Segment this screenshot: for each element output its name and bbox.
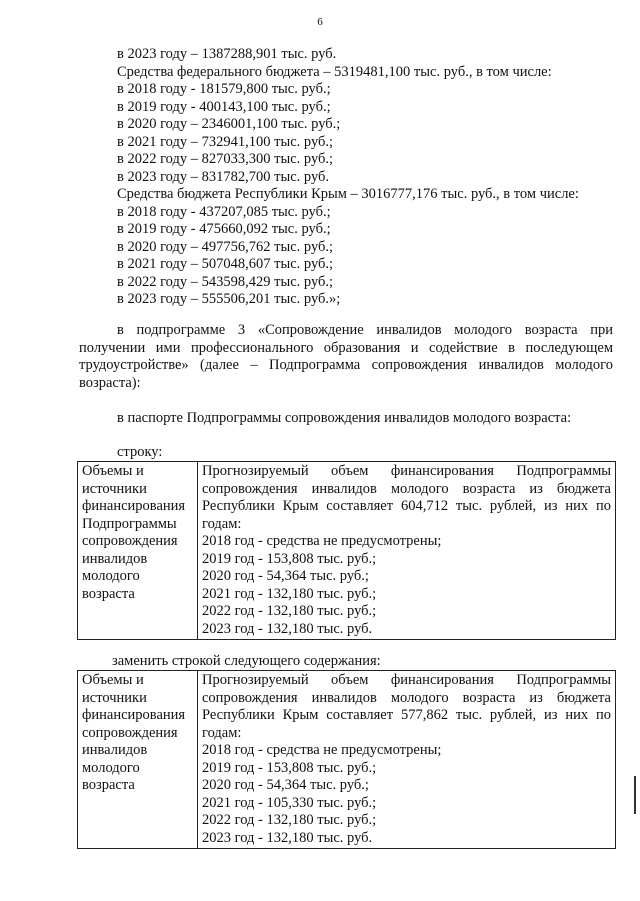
label-text: финансирования [82, 707, 186, 723]
year-line: 2020 год - 54,364 тыс. руб.; [202, 568, 369, 584]
text-line: в 2021 году – 507048,607 тыс. руб.; [117, 256, 334, 272]
label-text: молодого [82, 759, 140, 776]
text-line: в 2023 году – 555506,201 тыс. руб.»; [117, 291, 341, 307]
intro-text: годам: [202, 515, 242, 532]
intro-text: сопровождения инвалидов молодого возраста из бюджета [202, 480, 611, 497]
year-line: 2022 год - 132,180 тыс. руб.; [202, 812, 377, 828]
label-text: Подпрограммы [82, 515, 177, 532]
label-text: финансирования [82, 498, 186, 514]
paragraph-subprogram: в подпрограмме 3 «Сопровождение инвалидов молодого возраста при получении ими профессионального образования и содействие в последующем трудоустройстве» (далее – Подпрограмма сопровождения инвалидов молодого возраста): [79, 322, 613, 391]
label-text: возраста [82, 585, 135, 602]
year-line: 2019 год - 153,808 тыс. руб.; [202, 550, 377, 567]
funding-lines [117, 46, 579, 309]
margin-mark [634, 776, 636, 814]
paragraph-passport: в паспорте Подпрограммы сопровождения инвалидов молодого возраста: [117, 410, 572, 426]
table-new-value-cell [198, 671, 616, 849]
label-text: сопровождения [82, 533, 178, 549]
text-line: в 2018 году - 181579,800 тыс. руб.; [117, 81, 331, 97]
intro-text: Прогнозируемый объем финансирования Подпрограммы [202, 463, 611, 479]
label-text: Объемы и [82, 672, 144, 688]
year-line: 2022 год - 132,180 тыс. руб.; [202, 603, 377, 619]
text-line: в 2022 году – 543598,429 тыс. руб.; [117, 273, 334, 290]
year-line: 2023 год - 132,180 тыс. руб. [202, 829, 373, 846]
intro-text: годам: [202, 724, 242, 741]
year-line: 2018 год - средства не предусмотрены; [202, 533, 442, 549]
text-line: Средства федерального бюджета – 5319481,100 тыс. руб., в том числе: [117, 63, 552, 80]
replace-line: заменить строкой следующего содержания: [112, 653, 381, 669]
table-new [77, 670, 616, 849]
text-line: в 2021 году – 732941,100 тыс. руб.; [117, 133, 334, 150]
page-number: 6 [317, 16, 323, 28]
label-text: молодого [82, 568, 140, 584]
text-line: в 2020 году – 2346001,100 тыс. руб.; [117, 116, 341, 132]
label-text: источники [82, 689, 147, 706]
table-old-label-cell [78, 462, 198, 640]
year-line: 2019 год - 153,808 тыс. руб.; [202, 759, 377, 776]
label-text: сопровождения [82, 724, 178, 741]
text-line: в 2023 году – 831782,700 тыс. руб. [117, 168, 330, 185]
label-text: возраста [82, 777, 135, 793]
table-old-value-cell [198, 462, 616, 640]
text-line: в 2023 году – 1387288,901 тыс. руб. [117, 46, 337, 62]
year-line: 2018 год - средства не предусмотрены; [202, 742, 442, 758]
table-old [77, 461, 616, 640]
intro-text: Прогнозируемый объем финансирования Подпрограммы [202, 672, 611, 688]
intro-text: сопровождения инвалидов молодого возраста из бюджета [202, 689, 611, 706]
label-text: Объемы и [82, 463, 144, 479]
year-line: 2023 год - 132,180 тыс. руб. [202, 620, 373, 637]
text-line: в 2019 году - 400143,100 тыс. руб.; [117, 98, 331, 115]
text-line: в 2019 году - 475660,092 тыс. руб.; [117, 221, 331, 237]
text-line: Средства бюджета Республики Крым – 3016777,176 тыс. руб., в том числе: [117, 186, 579, 202]
table-new-label-cell [78, 671, 198, 849]
year-line: 2020 год - 54,364 тыс. руб.; [202, 777, 369, 793]
label-line: строку: [117, 444, 163, 460]
year-line: 2021 год - 132,180 тыс. руб.; [202, 585, 377, 602]
intro-text: Республики Крым составляет 577,862 тыс. рублей, из них по [202, 707, 611, 723]
year-line: 2021 год - 105,330 тыс. руб.; [202, 794, 377, 811]
text-line: в 2022 году – 827033,300 тыс. руб.; [117, 151, 334, 167]
text-line: в 2018 году - 437207,085 тыс. руб.; [117, 203, 331, 220]
label-text: инвалидов [82, 742, 148, 758]
label-text: инвалидов [82, 550, 148, 567]
text-line: в 2020 году – 497756,762 тыс. руб.; [117, 238, 334, 255]
intro-text: Республики Крым составляет 604,712 тыс. рублей, из них по [202, 498, 611, 514]
label-text: источники [82, 480, 147, 497]
